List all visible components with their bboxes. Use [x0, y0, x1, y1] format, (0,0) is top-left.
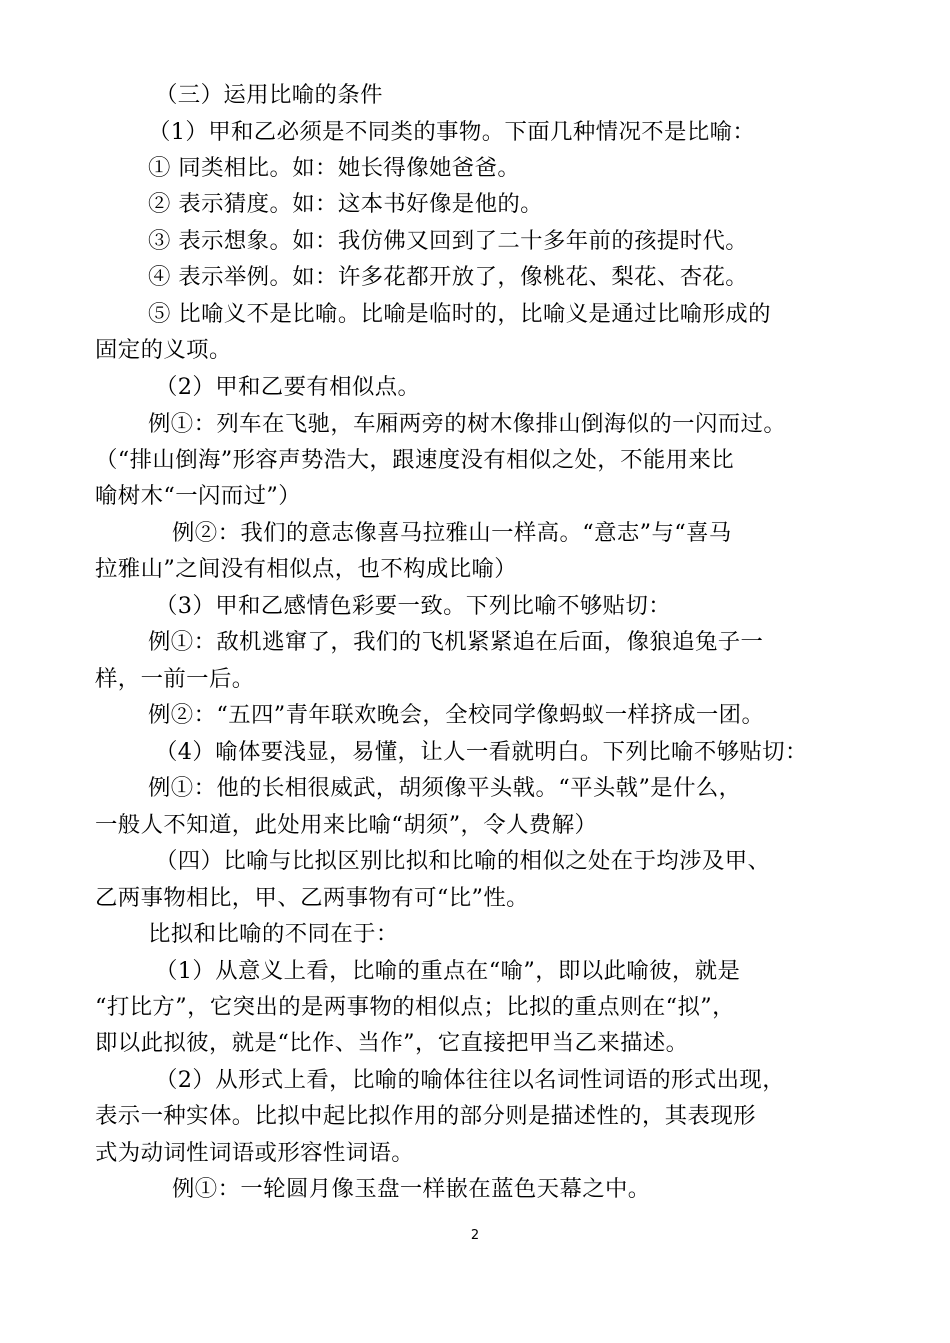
paragraph-line: 表示一种实体。比拟中起比拟作用的部分则是描述性的，其表现形 [95, 1103, 756, 1129]
paragraph-line: （2）甲和乙要有相似点。 [155, 374, 421, 400]
paragraph-line: 例①：一轮圆月像玉盘一样嵌在蓝色天幕之中。 [172, 1176, 651, 1202]
paragraph-line: 固定的义项。 [95, 337, 232, 363]
paragraph-line: ① 同类相比。如：她长得像她爸爸。 [148, 155, 521, 181]
paragraph-line: 样，一前一后。 [95, 666, 255, 692]
paragraph-line: 例①：他的长相很威武，胡须像平头戟。“平头戟”是什么， [148, 775, 742, 801]
paragraph-line: “打比方”，它突出的是两事物的相似点；比拟的重点则在“拟”， [95, 994, 735, 1020]
paragraph-line: （4）喻体要浅显，易懂，让人一看就明白。下列比喻不够贴切： [155, 739, 808, 765]
paragraph-line: 例①：敌机逃窜了，我们的飞机紧紧追在后面，像狼追兔子一 [148, 629, 764, 655]
paragraph-line: 一般人不知道，此处用来比喻“胡须”，令人费解） [95, 812, 598, 838]
paragraph-line: 比拟和比喻的不同在于： [148, 921, 399, 947]
paragraph-line: 式为动词性词语或形容性词语。 [95, 1140, 415, 1166]
paragraph-line: ④ 表示举例。如：许多花都开放了，像桃花、梨花、杏花。 [148, 264, 749, 290]
paragraph-line: （2）从形式上看，比喻的喻体往往以名词性词语的形式出现， [155, 1067, 785, 1093]
paragraph-line: ② 表示猜度。如：这本书好像是他的。 [148, 191, 543, 217]
paragraph-line: ③ 表示想象。如：我仿佛又回到了二十多年前的孩提时代。 [148, 228, 749, 254]
paragraph-line: 即以此拟彼，就是“比作、当作”，它直接把甲当乙来描述。 [95, 1030, 689, 1056]
paragraph-line: 例②：我们的意志像喜马拉雅山一样高。“意志”与“喜马 [172, 520, 732, 546]
paragraph-line: ⑤ 比喻义不是比喻。比喻是临时的，比喻义是通过比喻形成的 [148, 301, 771, 327]
page-number: 2 [470, 1228, 480, 1243]
paragraph-line: 喻树木“一闪而过”） [95, 483, 302, 509]
section-heading-conditions: （三）运用比喻的条件 [155, 82, 383, 108]
paragraph-line: 拉雅山”之间没有相似点，也不构成比喻） [95, 556, 518, 582]
paragraph-line: （1）甲和乙必须是不同类的事物。下面几种情况不是比喻： [148, 119, 756, 145]
paragraph-line: 例②：“五四”青年联欢晚会，全校同学像蚂蚁一样挤成一团。 [148, 702, 765, 728]
paragraph-line: 乙两事物相比，甲、乙两事物有可“比”性。 [95, 885, 529, 911]
paragraph-line: （“排山倒海”形容声势浩大，跟速度没有相似之处，不能用来比 [95, 447, 735, 473]
paragraph-line: （1）从意义上看，比喻的重点在“喻”，即以此喻彼，就是 [155, 958, 741, 984]
paragraph-line: （3）甲和乙感情色彩要一致。下列比喻不够贴切： [155, 593, 672, 619]
paragraph-line: 例①：列车在飞驰，车厢两旁的树木像排山倒海似的一闪而过。 [148, 411, 787, 437]
section-heading-comparison: （四）比喻与比拟区别比拟和比喻的相似之处在于均涉及甲、 [155, 848, 771, 874]
